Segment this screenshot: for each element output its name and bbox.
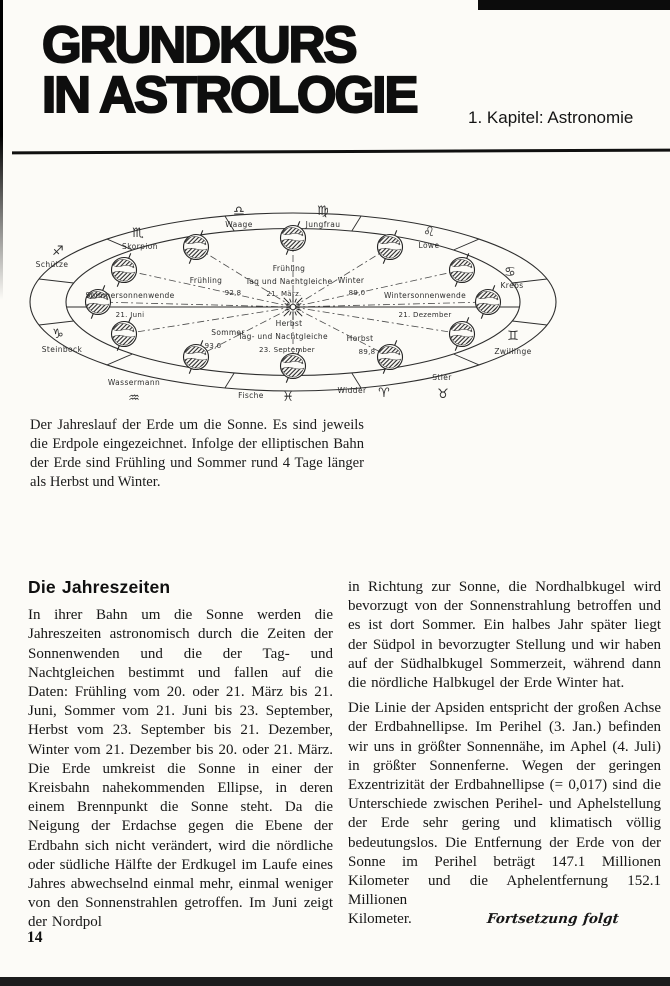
spring-equinox-label: Tag und Nachtgleiche	[245, 277, 333, 286]
winter-solstice-label: Wintersonnenwende	[383, 291, 467, 300]
spring-length-days: 92,8	[224, 289, 242, 297]
body-paragraph-right-1: in Richtung zur Sonne, die Nordhalbkugel wird bevorzugt von der Sonnenstrahlung betroffen und es ist dort Sommer. Ein halbes Jahr später liegt der Südpol in bevorzugter Stellung und wir haben auf der Südhalbkugel Sommerzeit, während dann die nördliche Halbkugel der Erde Winter hat.	[348, 579, 661, 692]
page-number: 14	[27, 929, 43, 946]
earth-globe	[112, 253, 137, 286]
earth-globe	[378, 340, 403, 373]
scorpio-icon: ♏	[132, 226, 144, 241]
virgo-icon: ♍	[317, 204, 329, 219]
zodiac-krebs-label: Krebs	[500, 281, 524, 290]
body-paragraph-left: In ihrer Bahn um die Sonne werden die Jahreszeiten astronomisch durch die Zeiten der Sonnenwenden und die der Tag- und Nachtgleichen bestimmt und fallen auf die Daten: Frühling vom 20. oder 21. März bis 21. Juni, Sommer vom 21. Juni bis 23. September, Herbst vom 23. September bis 21. Dezember, Winter vom 21. Dezember bis 20. oder 21. März. Die Erde umkreist die Sonne in einer der Kreisbahn nahekommenden Ellipse, in deren einem Brennpunkt die Sonne steht. Da die Neigung der Erdachse gegen die Ebene der Erdbahn sich nicht verändert, wird die nördliche oder südliche Hälfte der Erdkugel im Laufe eines Jahres abwechselnd einmal mehr, einmal weniger von den Sonnenstrahlen getroffen. Im Juni zeigt der Nordpol	[28, 607, 333, 931]
page-title-line2: IN ASTROLOGIE	[42, 66, 417, 123]
body-paragraph-right-2: Die Linie der Apsiden entspricht der großen Achse der Erdbahnellipse. Im Perihel (3. Jan.) befinden wir uns in größter Sonnennähe, im Aphel (4. Juli) in größter Sonnenferne. Wegen der geringen Exzentrizität der Erdbahnellipse (= 0,017) sind die Unterschiede zwischen Perihel- und Aphelstellung der Erde sehr gering und klimatisch völlig bedeutungslos. Die Entfernung der Erde von der Sonne im Perihel beträgt 147.1 Millionen Kilometer und die Aphelentfernung 152.1 Millionen	[348, 700, 661, 909]
winter-solstice-date: 21. Dezember	[398, 311, 452, 319]
zodiac-fische-label: Fische	[238, 391, 264, 400]
cancer-icon: ♋	[504, 265, 516, 280]
autumn-equinox-date: 23. September	[259, 346, 315, 354]
summer-solstice-date: 21. Juni	[115, 311, 145, 319]
capricorn-icon: ♑	[52, 327, 64, 342]
chapter-label: 1. Kapitel: Astronomie	[468, 108, 634, 127]
spring-equinox-season-label: Frühling	[272, 264, 306, 273]
taurus-icon: ♉	[437, 387, 449, 402]
autumn-equinox-label: Tag- und Nachtgleiche	[238, 332, 328, 341]
sagittarius-icon: ♐	[52, 244, 64, 259]
earth-globe	[476, 285, 501, 318]
earth-globe	[281, 221, 306, 254]
earth-globe	[281, 349, 306, 382]
zodiac-wassermann-label: Wassermann	[107, 378, 161, 387]
aquarius-icon: ♒	[128, 391, 140, 406]
zodiac-widder-label: Widder	[337, 386, 367, 395]
leo-icon: ♌	[423, 225, 435, 240]
zodiac-jungfrau-label: Jungfrau	[305, 220, 341, 229]
aries-icon: ♈	[378, 386, 390, 401]
zodiac-loewe-label: Löwe	[418, 241, 440, 250]
orbit-diagram	[0, 185, 670, 420]
zodiac-stier-label: Stier	[432, 373, 452, 382]
zodiac-zwillinge-label: Zwillinge	[494, 347, 532, 356]
winter-length-days: 89,0	[348, 289, 366, 297]
earth-globe	[184, 230, 209, 263]
left-column	[28, 578, 333, 939]
scan-corner-bar	[478, 0, 670, 10]
page-title	[42, 16, 417, 123]
gemini-icon: ♊	[507, 329, 519, 344]
spring-length-label: Frühling	[189, 276, 223, 285]
libra-icon: ♎	[233, 204, 245, 219]
scan-bottom-bar	[0, 977, 670, 986]
pisces-icon: ♓	[282, 390, 294, 405]
earth-globe	[450, 253, 475, 286]
zodiac-waage-label: Waage	[225, 220, 253, 229]
continuation-note: Fortsetzung folgt	[486, 911, 620, 928]
spring-equinox-date: 21. März.	[266, 290, 302, 298]
zodiac-steinbock-label: Steinbock	[41, 345, 83, 354]
summer-length-label: Sommer	[211, 328, 245, 337]
autumn-length-label: Herbst	[346, 334, 374, 343]
autumn-season-label: Herbst	[275, 319, 303, 328]
zodiac-skorpion-label: Skorpion	[122, 242, 158, 251]
autumn-length-days: 89,8	[358, 348, 376, 356]
summer-solstice-label: Sommersonnenwende	[85, 291, 175, 300]
zodiac-schuetze-label: Schütze	[35, 260, 69, 269]
section-heading: Die Jahreszeiten	[28, 577, 171, 597]
winter-length-label: Winter	[337, 276, 365, 285]
closing-word: Kilometer.	[348, 911, 412, 928]
page-title-line1: GRUNDKURS	[42, 16, 356, 73]
earth-globe	[378, 230, 403, 263]
closing-line	[348, 910, 661, 929]
summer-length-days: 93,6	[204, 342, 222, 350]
figure-caption: Der Jahreslauf der Erde um die Sonne. Es sind jeweils die Erdpole eingezeichnet. Infolge der elliptischen Bahn der Erde sind Frühling und Sommer rund 4 Tage länger als Herbst und Winter.	[30, 417, 364, 490]
earth-globe	[450, 317, 475, 350]
header-rule	[12, 149, 670, 154]
earth-globe	[112, 317, 137, 350]
right-column	[348, 578, 661, 930]
